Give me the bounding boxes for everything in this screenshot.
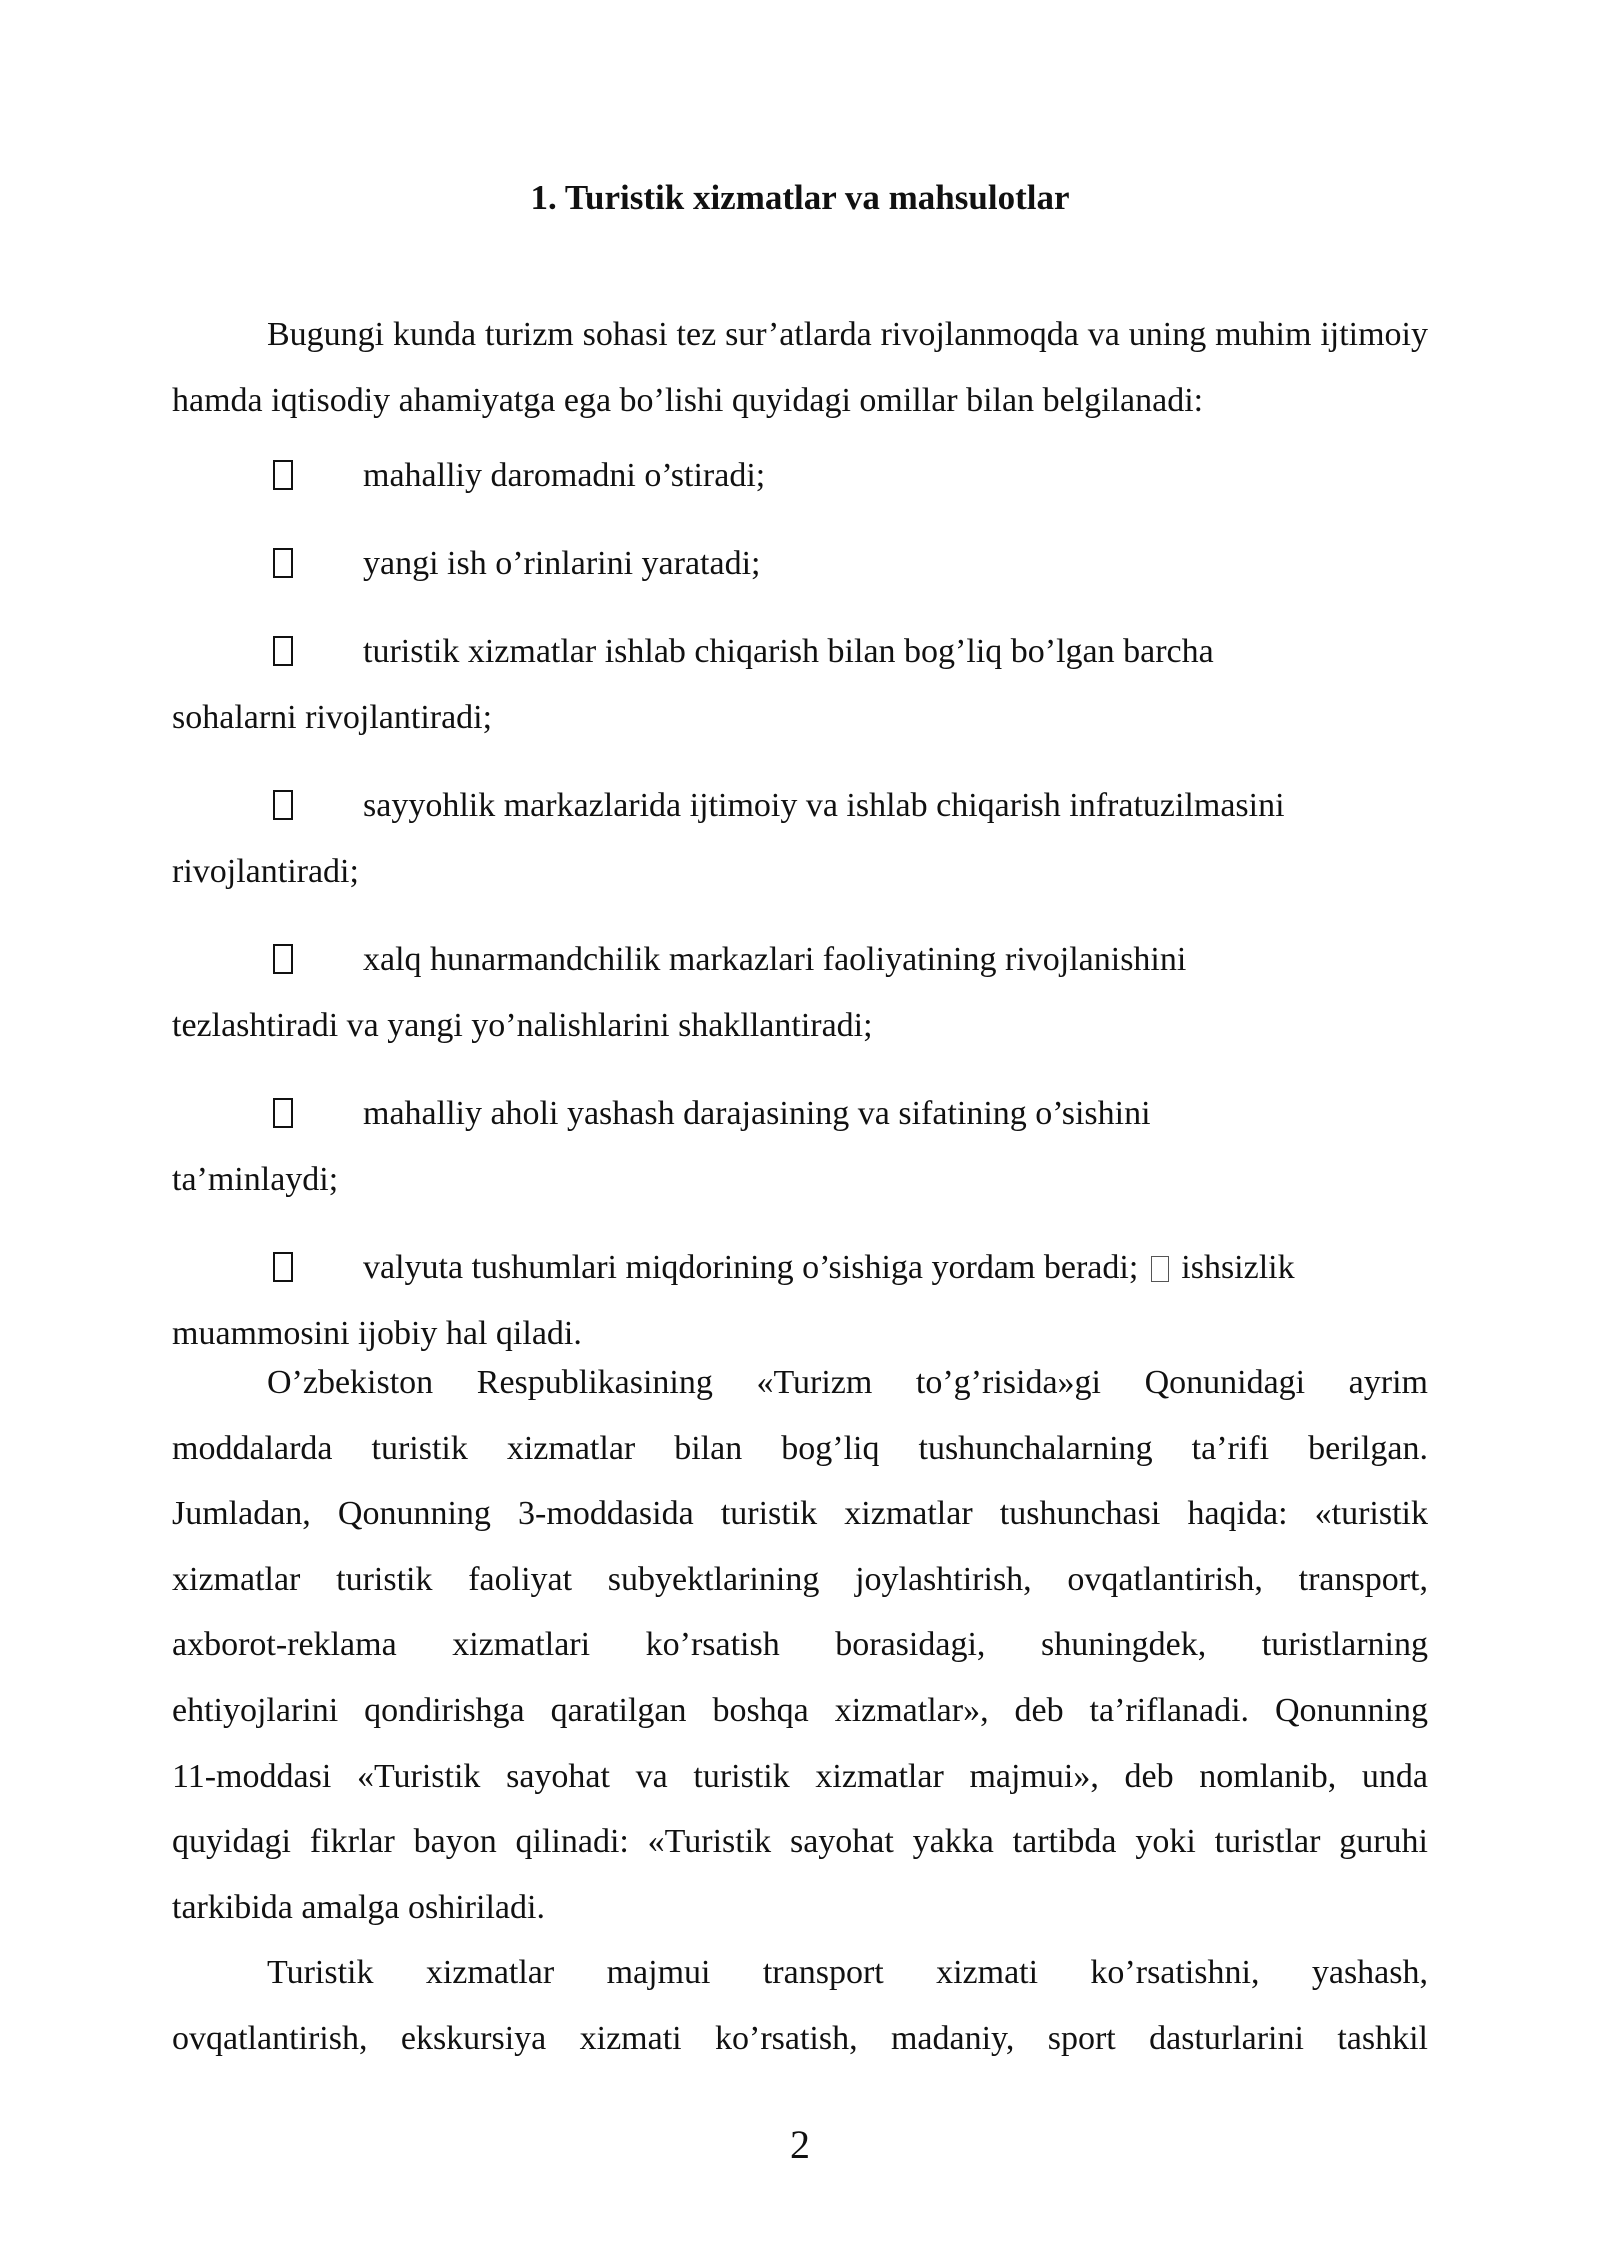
bullet-box-icon — [273, 790, 293, 820]
bullet-continuation: muammosini ijobiy hal qiladi. — [172, 1315, 582, 1352]
list-item — [172, 1235, 1428, 1367]
text-line: 11-moddasi «Turistik sayohat va turistik xizmatlar majmui», deb nomlanib, unda — [172, 1757, 1428, 1795]
bullet-text: mahalliy daromadni o’stiradi; — [363, 457, 766, 494]
text-line: tarkibida amalga oshiriladi. — [172, 1888, 545, 1926]
bullet-box-icon — [273, 1252, 293, 1282]
list-item — [172, 927, 1428, 1059]
list-item — [172, 619, 1428, 751]
bullet-continuation: sohalarni rivojlantiradi; — [172, 699, 493, 736]
list-item — [172, 773, 1428, 905]
list-item — [172, 1081, 1428, 1213]
text-line: Turistik xizmatlar majmui transport xizmati ko’rsatishni, yashash, — [267, 1954, 1428, 1992]
bullet-text: sayyohlik markazlarida ijtimoiy va ishlab chiqarish infratuzilmasini — [363, 787, 1285, 824]
text-line: quyidagi fikrlar bayon qilinadi: «Turistik sayohat yakka tartibda yoki turistlar guruhi — [172, 1823, 1428, 1861]
text-line: moddalarda turistik xizmatlar bilan bog’liq tushunchalarning ta’rifi berilgan. — [172, 1429, 1428, 1467]
bullet-box-icon — [273, 548, 293, 578]
bullet-text: ishsizlik — [1181, 1249, 1295, 1286]
body-text — [172, 1350, 1428, 2072]
text-line: Jumladan, Qonunning 3-moddasida turistik xizmatlar tushunchasi haqida: «turistik — [172, 1495, 1428, 1533]
services-paragraph — [172, 1940, 1428, 2071]
text-line: xizmatlar turistik faoliyat subyektlarining joylashtirish, ovqatlantirish, transport, — [172, 1560, 1428, 1598]
text-line: ovqatlantirish, ekskursiya xizmati ko’rsatish, madaniy, sport dasturlarini tashkil — [172, 2019, 1428, 2057]
bullet-box-icon — [1151, 1256, 1169, 1282]
text-line: axborot-reklama xizmatlari ko’rsatish borasidagi, shuningdek, turistlarning — [172, 1626, 1428, 1664]
bullet-box-icon — [273, 944, 293, 974]
bullet-text: valyuta tushumlari miqdorining o’sishiga yordam beradi; — [363, 1249, 1139, 1286]
text-line: O’zbekiston Respublikasining «Turizm to’g’risida»gi Qonunidagi ayrim — [267, 1364, 1428, 1401]
bullet-text: mahalliy aholi yashash darajasining va sifatining o’sishini — [363, 1095, 1151, 1132]
bullet-box-icon — [273, 1098, 293, 1128]
bullet-text: yangi ish o’rinlarini yaratadi; — [363, 545, 761, 582]
intro-paragraph: Bugungi kunda turizm sohasi tez sur’atlarda rivojlanmoqda va uning muhim ijtimoiy hamda iqtisodiy ahamiyatga ega bo’lishi quyidagi omillar bilan belgilanadi: — [172, 316, 1428, 419]
bullet-continuation: ta’minlaydi; — [172, 1161, 339, 1198]
bullet-list — [172, 443, 1428, 1367]
bullet-continuation: rivojlantiradi; — [172, 853, 359, 890]
law-paragraph — [172, 1350, 1428, 1940]
bullet-box-icon — [273, 460, 293, 490]
text-line: ehtiyojlarini qondirishga qaratilgan boshqa xizmatlar», deb ta’riflanadi. Qonunning — [172, 1691, 1428, 1729]
bullet-text: xalq hunarmandchilik markazlari faoliyatining rivojlanishini — [363, 941, 1187, 978]
list-item — [172, 531, 1428, 597]
list-item — [172, 443, 1428, 509]
section-title: 1. Turistik xizmatlar va mahsulotlar — [530, 178, 1070, 217]
page-number: 2 — [790, 2122, 810, 2167]
bullet-text: turistik xizmatlar ishlab chiqarish bilan bog’liq bo’lgan barcha — [363, 633, 1214, 670]
bullet-box-icon — [273, 636, 293, 666]
bullet-continuation: tezlashtiradi va yangi yo’nalishlarini shakllantiradi; — [172, 1007, 873, 1044]
